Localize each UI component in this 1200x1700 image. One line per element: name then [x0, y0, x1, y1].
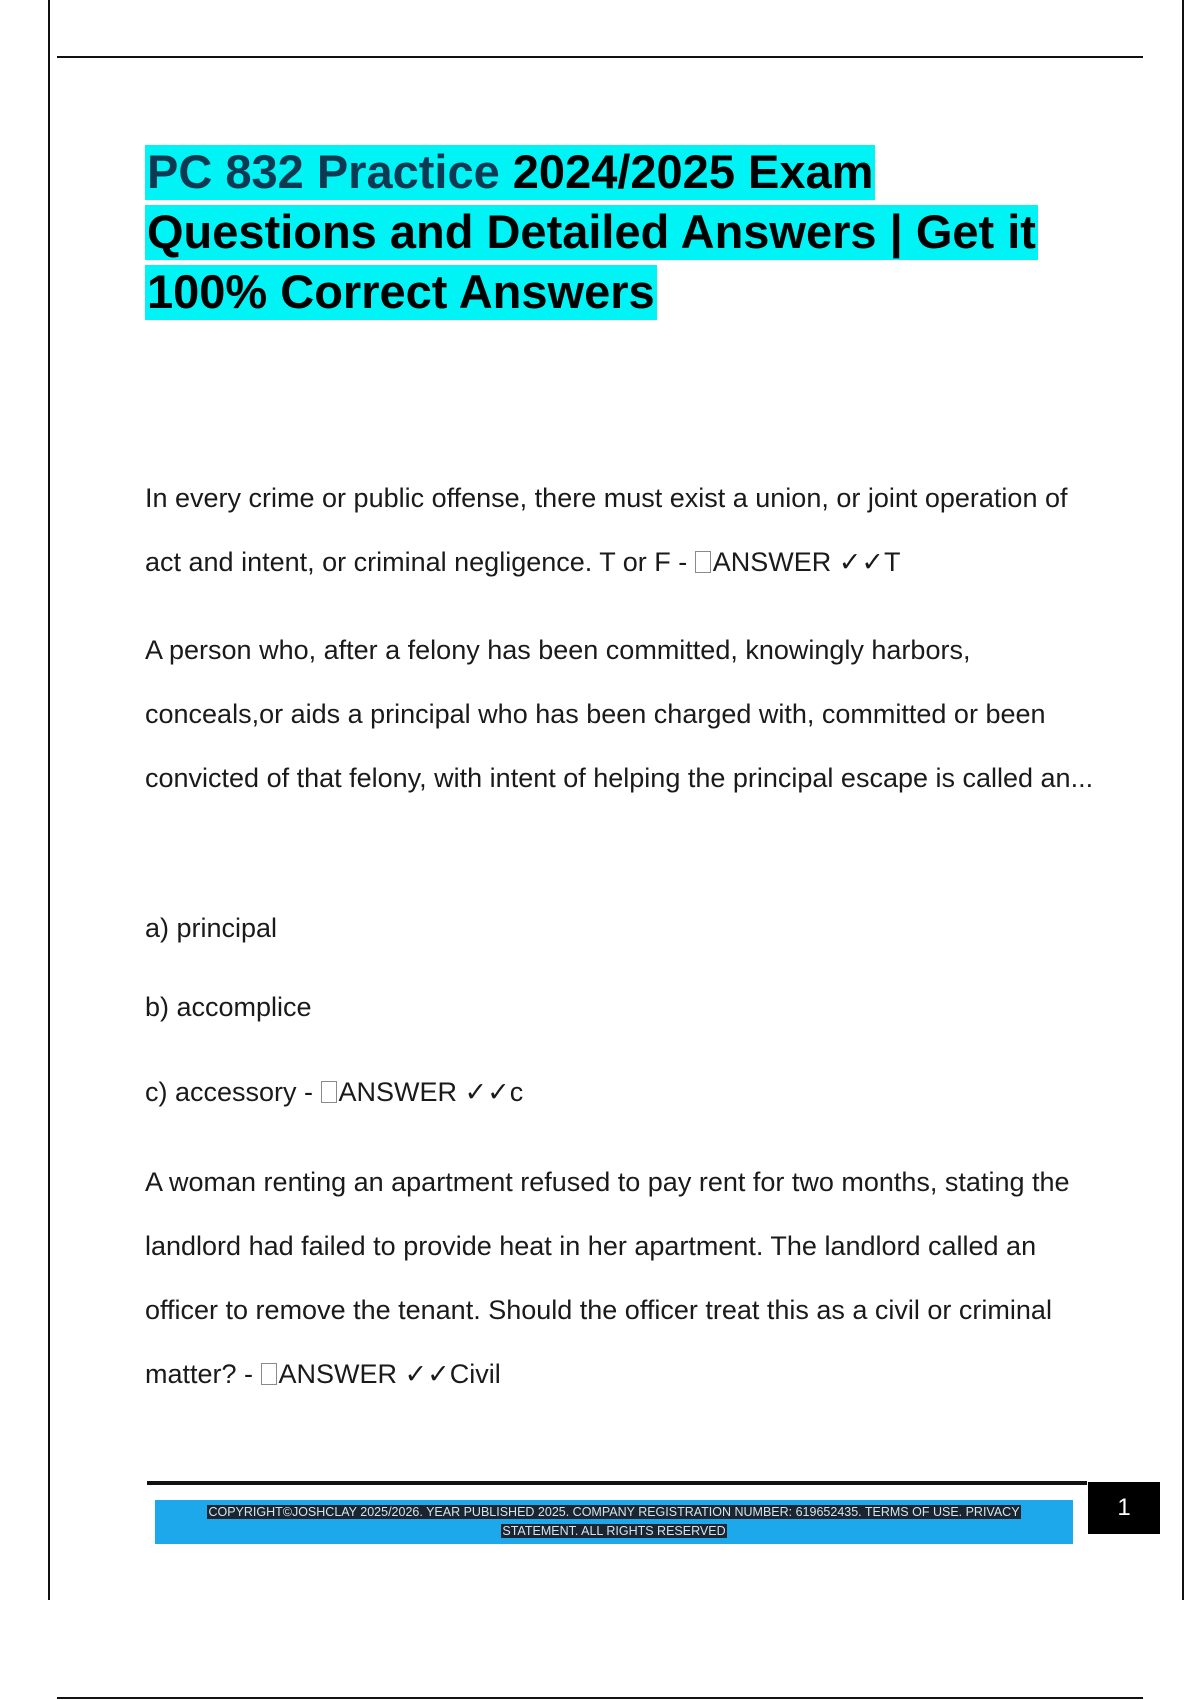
footer-divider: [147, 1481, 1087, 1485]
document-title: [145, 142, 1105, 322]
copyright-notice: [175, 1503, 1053, 1541]
question-3: [145, 1150, 1095, 1406]
title-line-3: 100% Correct Answers: [147, 265, 655, 318]
copyright-line-2: STATEMENT. ALL RIGHTS RESERVED: [502, 1524, 726, 1538]
question-1-answer: ANSWER ✓✓T: [712, 547, 901, 577]
question-3-answer: ANSWER ✓✓Civil: [278, 1359, 501, 1389]
question-2-option-b: b) accomplice: [145, 992, 312, 1022]
page-left-border: [48, 0, 50, 1600]
header-divider: [57, 56, 1143, 58]
question-2-option-a: a) principal: [145, 913, 278, 943]
copyright-line-1: COPYRIGHT©JOSHCLAY 2025/2026. YEAR PUBLISHED 2025. COMPANY REGISTRATION NUMBER: 619652435. TERMS OF USE. PRIVACY: [208, 1505, 1020, 1519]
question-2-option-c: [145, 1060, 1095, 1124]
title-part-1: PC 832 Practice: [147, 145, 500, 198]
question-2-option-c-text: c) accessory -: [145, 1077, 321, 1107]
missing-glyph-icon: [321, 1081, 337, 1103]
title-line-2: Questions and Detailed Answers | Get it: [147, 205, 1036, 258]
page-right-border: [1182, 0, 1184, 1600]
question-3-text: A woman renting an apartment refused to pay rent for two months, stating the landlord had failed to provide heat in her apartment. The landlord called an officer to remove the tenant. Should the officer treat this as a civil or criminal matter? -: [145, 1167, 1070, 1389]
title-part-2: 2024/2025 Exam: [499, 145, 874, 198]
missing-glyph-icon: [695, 551, 711, 573]
question-1: [145, 466, 1095, 594]
question-2-answer: ANSWER ✓✓c: [338, 1077, 524, 1107]
question-1-text: In every crime or public offense, there must exist a union, or joint operation of act and intent, or criminal negligence. T or F -: [145, 483, 1068, 577]
question-2: [145, 618, 1095, 810]
missing-glyph-icon: [261, 1363, 277, 1385]
question-2-text: A person who, after a felony has been committed, knowingly harbors, conceals,or aids a principal who has been charged with, committed or been convicted of that felony, with intent of helping the principal escape is called an...: [145, 635, 1094, 793]
next-page-divider: [57, 1697, 1143, 1699]
page-number: 1: [1088, 1482, 1160, 1534]
